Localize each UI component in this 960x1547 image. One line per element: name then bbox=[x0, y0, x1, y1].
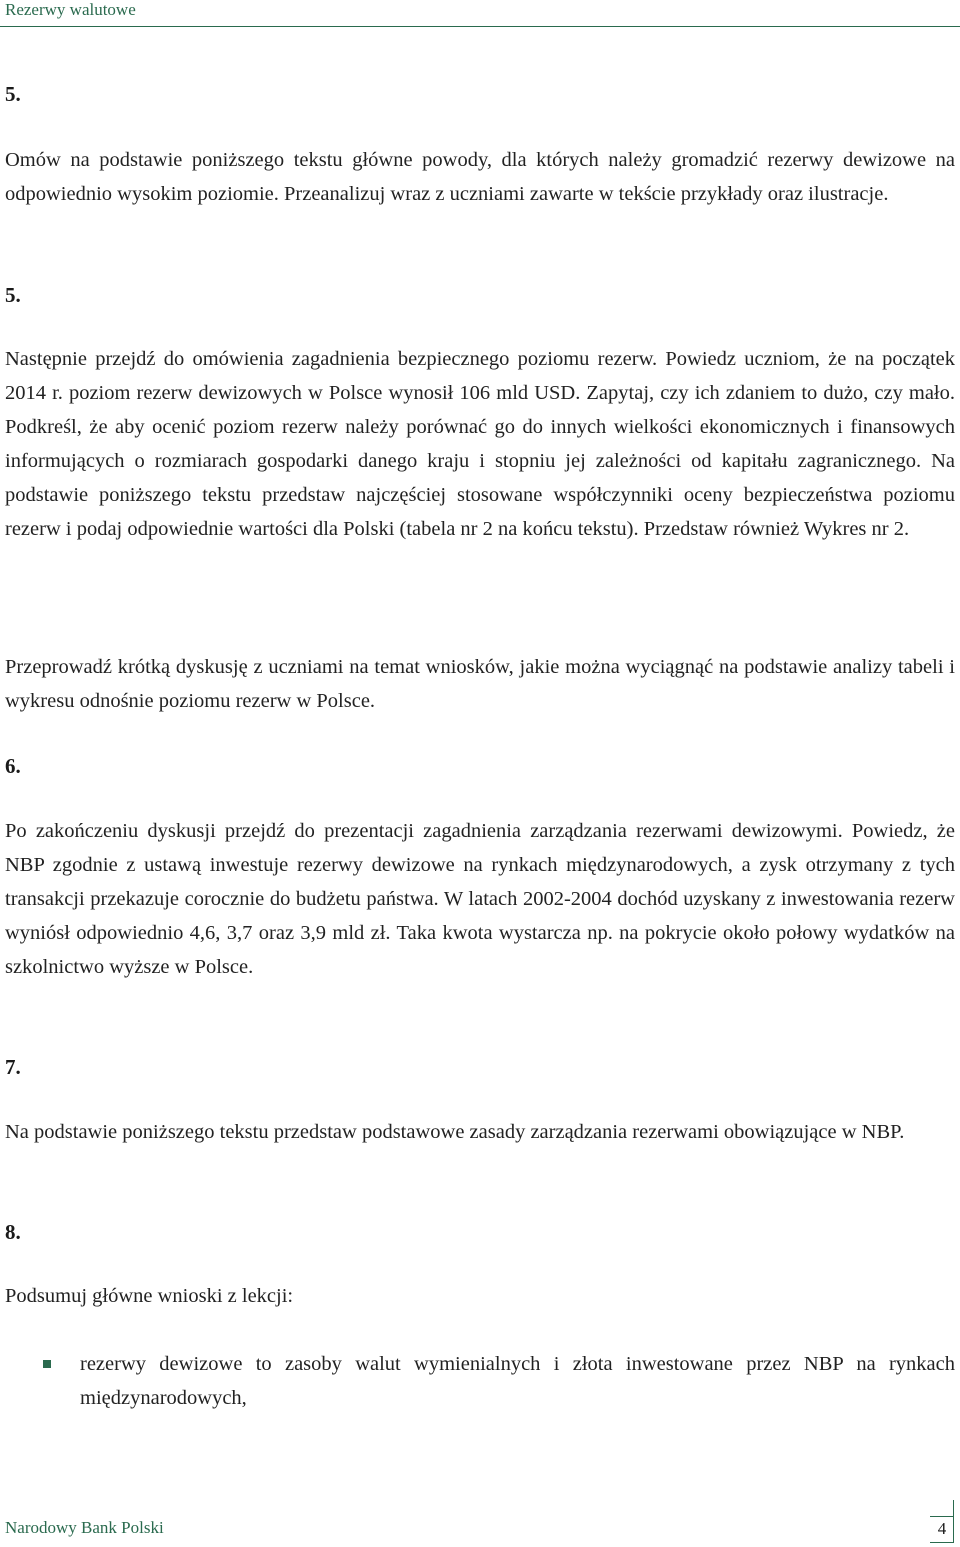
square-bullet-icon bbox=[43, 1360, 51, 1368]
section-heading-6: 6. bbox=[5, 754, 21, 778]
section-6-paragraph-1: Po zakończeniu dyskusji przejdź do prezentacji zagadnienia zarządzania rezerwami dewizowymi. Powiedz, że NBP zgodnie z ustawą inwestuje rezerwy dewizowe na rynkach międzynarodowych, a zysk otrzymany z tych transakcji przekazuje corocznie do budżetu państwa. W latach 2002-2004 dochód uzyskany z inwestowania rezerw wyniósł odpowiednio 4,6, 3,7 oraz 3,9 mld zł. Taka kwota wystarcza np. na pokrycie około połowy wydatków na szkolnictwo wyższe w Polsce. bbox=[5, 820, 955, 978]
page-header bbox=[0, 0, 960, 26]
section-heading-5b: 5. bbox=[5, 283, 21, 307]
section-8-paragraph-1: Podsumuj główne wnioski z lekcji: bbox=[5, 1285, 294, 1307]
page-number: 4 bbox=[937, 1519, 947, 1538]
header-title: Rezerwy walutowe bbox=[5, 0, 136, 19]
header-divider bbox=[0, 26, 960, 27]
section-7-paragraph-1: Na podstawie poniższego tekstu przedstaw podstawowe zasady zarządzania rezerwami obowiązujące w NBP. bbox=[5, 1121, 905, 1143]
section-heading-5a: 5. bbox=[5, 82, 21, 106]
list-item-text: rezerwy dewizowe to zasoby walut wymienialnych i złota inwestowane przez NBP na rynkach międzynarodowych, bbox=[80, 1353, 955, 1409]
footer-organization: Narodowy Bank Polski bbox=[5, 1518, 164, 1537]
section-5a-paragraph-1: Omów na podstawie poniższego tekstu główne powody, dla których należy gromadzić rezerwy dewizowe na odpowiednio wysokim poziomie. Przeanalizuj wraz z uczniami zawarte w tekście przykłady oraz ilustracje. bbox=[5, 149, 955, 205]
section-heading-7: 7. bbox=[5, 1055, 21, 1079]
section-5b-paragraph-2: Przeprowadź krótką dyskusję z uczniami na temat wniosków, jakie można wyciągnąć na podstawie analizy tabeli i wykresu odnośnie poziomu rezerw w Polsce. bbox=[5, 656, 955, 712]
section-heading-8: 8. bbox=[5, 1220, 21, 1244]
page-number-rule-top bbox=[930, 1516, 954, 1517]
section-5b-paragraph-1: Następnie przejdź do omówienia zagadnienia bezpiecznego poziomu rezerw. Powiedz uczniom, że na początek 2014 r. poziom rezerw dewizowych w Polsce wynosił 106 mld USD. Zapytaj, czy ich zdaniem to dużo, czy mało. Podkreśl, że aby ocenić poziom rezerw należy porównać go do innych wielkości ekonomicznych i finansowych informujących o rozmiarach gospodarki danego kraju i stopniu jej zależności od kapitału zagranicznego. Na podstawie poniższego tekstu przedstaw najczęściej stosowane współczynniki oceny bezpieczeństwa poziomu rezerw i podaj odpowiednie wartości dla Polski (tabela nr 2 na końcu tekstu). Przedstaw również Wykres nr 2. bbox=[5, 348, 955, 540]
page-number-rule-bottom bbox=[930, 1542, 954, 1543]
